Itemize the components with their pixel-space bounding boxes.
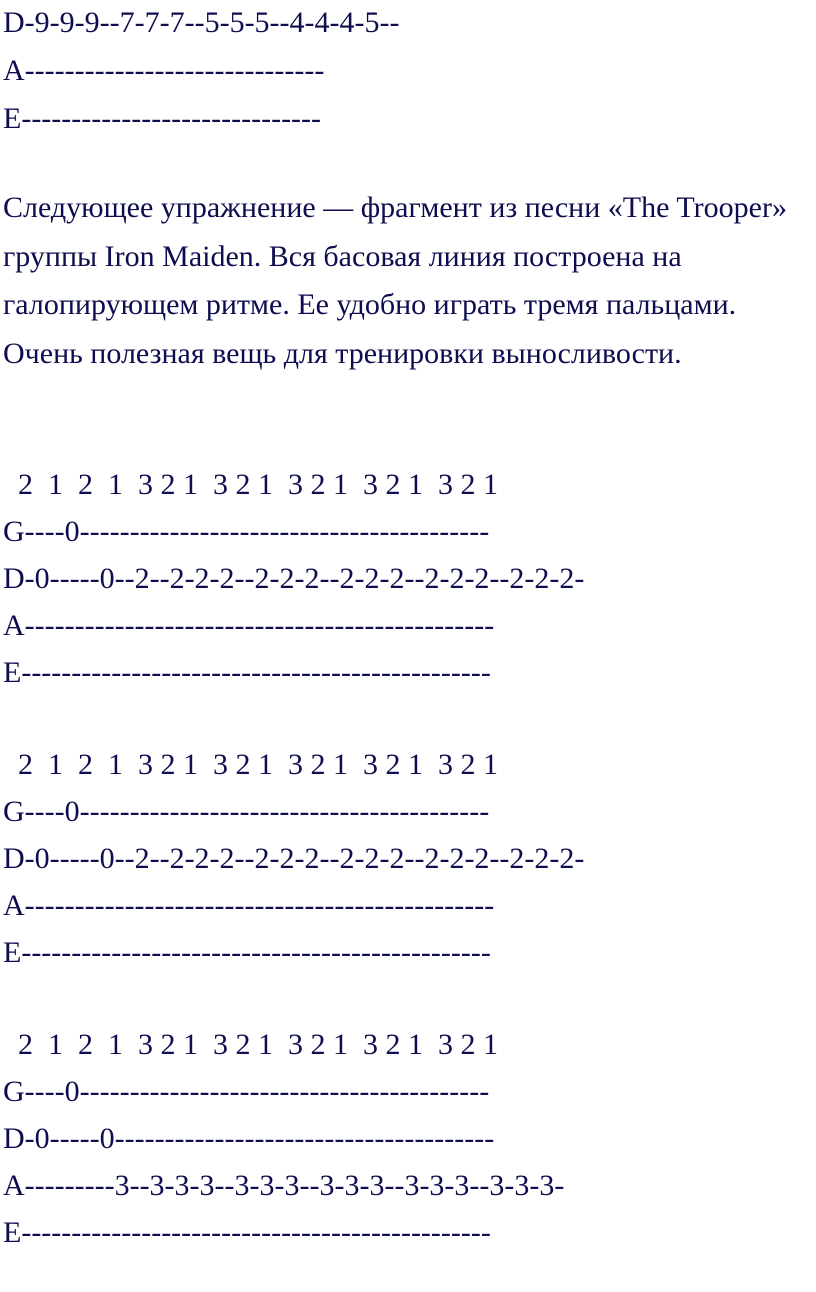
tab-line-a: A----------------------------------------------- — [3, 609, 495, 642]
fingering-line: 2 1 2 1 3 2 1 3 2 1 3 2 1 3 2 1 3 2 1 — [3, 748, 498, 781]
tab-line-g: G----0----------------------------------------- — [3, 795, 490, 828]
tab-line-a: A---------3--3-3-3--3-3-3--3-3-3--3-3-3--3-3-3- — [3, 1169, 565, 1202]
tab-line-d: D-0-----0--2--2-2-2--2-2-2--2-2-2--2-2-2--2-2-2- — [3, 562, 585, 595]
tab-line-e: E------------------------------ — [3, 102, 322, 135]
tab-line-e: E----------------------------------------------- — [3, 936, 491, 969]
tab-line-g: G----0----------------------------------------- — [3, 1075, 490, 1108]
tab-line-g: G----0----------------------------------------- — [3, 515, 490, 548]
fingering-line: 2 1 2 1 3 2 1 3 2 1 3 2 1 3 2 1 3 2 1 — [3, 1028, 498, 1061]
fingering-line: 2 1 2 1 3 2 1 3 2 1 3 2 1 3 2 1 3 2 1 — [3, 468, 498, 501]
tab-line-d: D-9-9-9--7-7-7--5-5-5--4-4-4-5-- — [3, 6, 400, 39]
tab-line-d: D-0-----0-------------------------------------- — [3, 1122, 495, 1155]
tab-line-a: A----------------------------------------------- — [3, 889, 495, 922]
tab-line-e: E----------------------------------------------- — [3, 656, 491, 689]
tab-line-d: D-0-----0--2--2-2-2--2-2-2--2-2-2--2-2-2--2-2-2- — [3, 842, 585, 875]
tab-line-e: E----------------------------------------------- — [3, 1216, 491, 1249]
tab-line-a: A------------------------------ — [3, 54, 325, 87]
exercise-description: Следующее упражнение — фрагмент из песни «The Trooper» группы Iron Maiden. Вся басовая линия построена на галопирующем ритме. Ее удобно играть тремя пальцами. Очень полезная вещь для тренировки выносливости. — [3, 191, 787, 370]
